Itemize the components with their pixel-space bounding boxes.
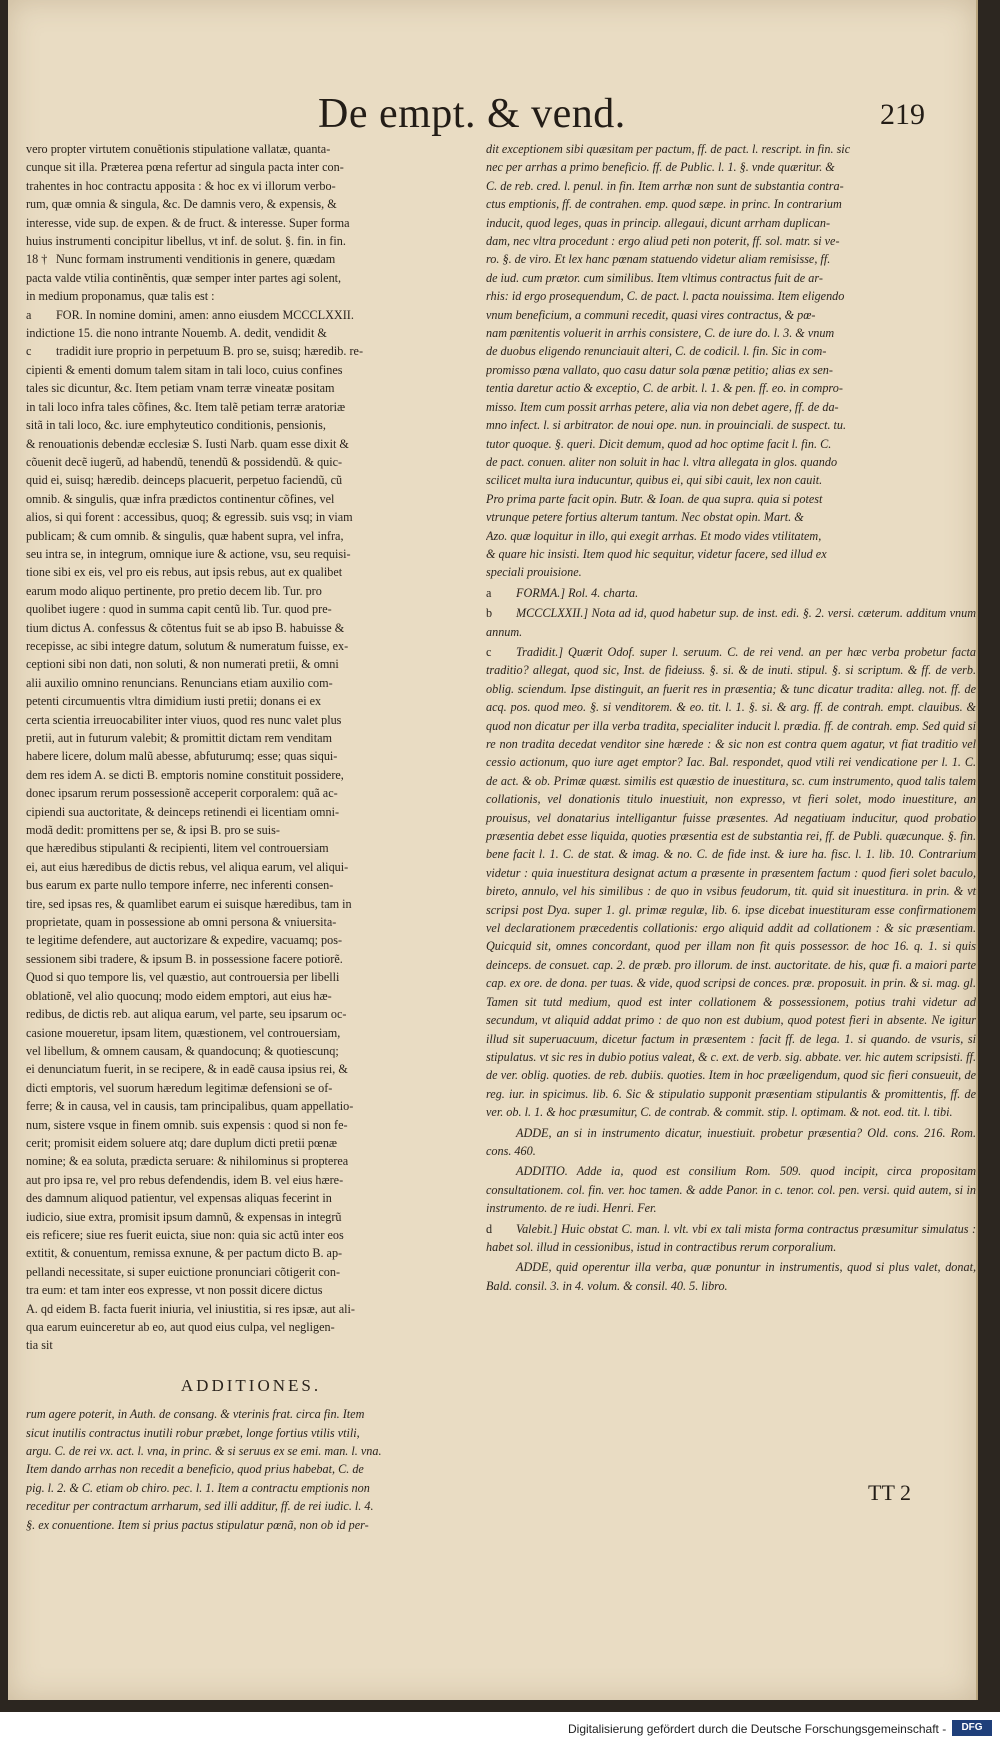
text-line-content: dem res idem A. se dicti B. emptoris nomine constituit possidere, [26, 767, 344, 782]
text-line-content: in medium proponamus, quæ talis est : [26, 289, 215, 304]
text-line-content: redibus, de dictis reb. aut aliqua earum, vel parte, seu ipsarum oc- [26, 1007, 347, 1022]
gloss-line: dit exceptionem sibi quæsitam per pactum, ff. de pact. l. rescript. in fin. sic [486, 142, 851, 156]
text-line-content: alii auxilio omnino renuncians. Renuncians etiam auxilio com- [26, 675, 333, 690]
gloss-text: Valebit.] Huic obstat C. man. l. vlt. vbi ex tali mista forma contractus præsumitur simulatus : habet sol. illud in cessionibus, istud in contractibus rerum corporalium. [486, 1221, 976, 1254]
text-line-content: omnib. & singulis, quæ infra prædictos continentur cõfines, vel [26, 491, 335, 506]
text-line-content: alios, si qui forent : accessibus, quoq; & egressib. suis vsq; in viam [26, 510, 353, 525]
text-line [26, 1060, 476, 1078]
text-line [26, 1318, 476, 1336]
text-line-content: sitã in tali loco, &c. iure emphyteutico conditionis, pensionis, [26, 418, 326, 433]
text-line [26, 637, 476, 655]
right-gloss-column [486, 140, 976, 1295]
text-line [26, 784, 476, 802]
text-line [26, 195, 476, 213]
gloss-line: de duobus eligendo renunciauit alteri, C. de codicil. l. fin. Sic in com- [486, 344, 827, 359]
text-line [26, 1336, 476, 1354]
gloss-text: FORMA.] Rol. 4. charta. [516, 585, 639, 600]
text-line [26, 1097, 476, 1115]
text-line-content: huius instrumenti concipitur libellus, vt inf. de solut. §. fin. in fin. [26, 234, 346, 249]
gloss-line: C. de reb. cred. l. penul. in fin. Item arrhæ non sunt de substantia contra- [486, 178, 844, 193]
gloss-line: vnum beneficium, a communi recedit, quasi vires contractus, & pœ- [486, 307, 816, 322]
gloss-line: & quare hic insisti. Item quod hic sequitur, videtur facere, sed illud ex [486, 546, 827, 561]
text-line [26, 1079, 476, 1097]
text-line [26, 324, 476, 342]
gloss-line: ro. §. de viro. Et lex hanc pœnam statuendo videtur aliam remisisse, ff. [486, 252, 831, 267]
text-line-content: & renouationis debendæ ecclesiæ S. Iusti Narb. quam esse dixit & [26, 436, 349, 451]
text-line-content: FOR. In nomine domini, amen: anno eiusdem MCCCLXXII. [56, 307, 354, 322]
text-line [26, 1171, 476, 1189]
gloss-line: Azo. quæ loquitur in illo, qui exegit arrhas. Et modo vides vtilitatem, [486, 528, 822, 543]
text-line [26, 1042, 476, 1060]
text-line [26, 1281, 476, 1299]
text-line-content: cõuenit decẽ iugerũ, ad habendũ, tenendũ & possidendũ. & quic- [26, 454, 343, 469]
text-line [26, 803, 476, 821]
text-line-content: tire, sed ipsas res, & quamlibet earum ei suisque hæredibus, tam in [26, 896, 352, 911]
text-line-content: Nunc formam instrumenti venditionis in genere, quædam [56, 252, 336, 267]
margin-mark: c [26, 344, 32, 359]
gloss-line: scilicet multa iura inducuntur, quibus ei, qui sibi cauit, lex non cauit. [486, 473, 823, 488]
text-line-content: petenti circumuentis vltra dimidium iusti pretii; donans ei ex [26, 694, 322, 709]
text-line-content: donec ipsarum rerum possessionẽ acceperit corporalem: quã ac- [26, 786, 338, 801]
text-line [26, 545, 476, 563]
addition-line: rum agere poterit, in Auth. de consang. & vterinis frat. circa fin. Item [26, 1407, 365, 1422]
text-line-content: ei, aut eius hæredibus de dictis rebus, vel aliqua earum, vel aliqui- [26, 859, 349, 874]
addition-line: §. ex conuentione. Item si prius pactus stipulatur pœnã, non ob id per- [26, 1517, 369, 1532]
text-line-content: cipienti & ementi domum talem sitam in tali loco, cuius confines [26, 362, 343, 377]
gloss-line: ctus emptionis, ff. de contrahen. emp. quod sæpe. in princ. In contrarium [486, 197, 842, 212]
text-line [26, 214, 476, 232]
text-line [26, 269, 476, 287]
text-line-content: eis reficere; siue res fuerit euicta, siue non: quia sic actũ inter eos [26, 1227, 344, 1242]
text-line-content: num, sistere vsque in finem omnib. suis expensis : quod si non fe- [26, 1117, 348, 1132]
text-line-content: ceptioni sibi non dati, non soluti, & non numerati pretii, & omni [26, 657, 339, 672]
text-line [26, 1244, 476, 1262]
gloss-entry [486, 643, 976, 1122]
text-line-content: habere licere, dolum malũ abesse, abfuturumq; esse; quas siqui- [26, 749, 338, 764]
gloss-line: tentia daretur actio & exceptio, C. de arbit. l. 1. & pen. ff. eo. in compro- [486, 381, 843, 396]
addition-line: receditur per contractum arrharum, sed illi additur, ff. de rei iudic. l. 4. [26, 1499, 374, 1514]
text-line-content: interesse, vide sup. de expen. & de fruct. & interesse. Super forma [26, 215, 350, 230]
text-line-content: tia sit [26, 1338, 53, 1353]
gloss-text: Tradidit.] Quærit Odof. super l. seruum. C. de rei vend. an per hæc verba probetur facta traditio? allegat, quod sic, Inst. de fideiuss. §. si. & de inuti. stipul. §. si scriptum. & ff. de verb. oblig. sciendum. Ipse distinguit, an fuerit res in præsentia; & tunc dicatur tradita: alleg. not. ff. de acq. pos. quod meo. §. si venditorem. & eo. tit. l. 1. §. si. & arg. ff. de contrah. empt. clauibus. & quod non dicatur per illa verba tradita, specialiter inducit l. prædia. ff. de contrah. emp. Sed quid si re non tradita decedat venditor sine hærede : & sic non est contra quem agatur, vt fiat traditio vel cessio actionum, quo iure aget emptor? Iac. Bal. respondet, quod vtili rei vendicatione per l. 1. C. de act. & ob. Primæ quæst. similis est quæstio de inuestitura, sc. cum instrumento, quod talis talem collationis, vel donationis titulo inuestiuit, non expresso, vt fieri solet, modo inuestiture, an prouisus, vel donatarius intelligantur fuisse præsentes. Ad negatiuam inducitur, quod probatio præsentia debet esse liquida, quoties præsentia est de substantia rei, ff. de Publi. quæcunque. §. fin. bene facit l. 1. C. de stat. & imag. & no. C. de fide inst. & iure ha. fisc. l. 1. lib. 10. Contrarium videtur : quia inuestitura designat actum a præsente in præsentem factum : quod fieri solet baculo, bireto, annulo, vel his similibus : de quo in vsibus feudorum, tit. quid sit inuestitura. in prin. & vt scripsi post Dya. super 1. gl. primæ regulæ, lib. 6. ipse dicebat inuestituram esse confirmationem vel declarationem præcedentis collationis: ergo aliquid addit ad collationem : & sic præsentiam. Quicquid sit, omnes concordant, quod per illam non fit quis possessor. de hoc 16. q. 1. si quis deinceps. de consuet. cap. 2. de præb. pro illorum. de inst. auctoritate. de his, quæ fi. a maiori parte cap. ex ore. de dona. per tuas. & vide, quod scripsi de conces. præ. proposuit. in prin. & si. mag. gl. Tamen sit tutd medium, quod est inter collationem & possessionem, potius trahi videtur ad secundum, vt aliquid addat primo : de quo non est dubium, quod potest fieri in absente. Ne igitur illud sit superuacuum, dicetur factum in præsentem : facit ff. de lega. 1. si quando. de vsuris, si stipulatus. vt sic res in dubio potius valeat, & c. ext. de verb. sig. abbate. ver. hic autem scripsisti. ff. de ver. oblig. quoties. de reb. dubiis. quoties. Item in hoc præeligendum, quod sic fieri consueuit, de reg. iur. in spicimus. lib. 6. Sic & stipulatio supponit præsentiam stipulantis & promittentis, ff. de ver. ob. l. 1. & hoc præsumitur, C. de contrab. & commit. stip. l. optimam. & not. eod. tit. l. tibi. [486, 644, 976, 1120]
text-line [26, 287, 476, 305]
left-text-column [26, 140, 476, 1534]
gloss-line: rhis: id ergo prosequendum, C. de pact. l. pacta nouissima. Item eligendo [486, 289, 845, 304]
text-line [26, 876, 476, 894]
text-line-content: tione sibi ex eis, vel pro eis rebus, aut ipsis rebus, aut ex qualibet [26, 565, 343, 580]
text-line-content: pellandi necessitate, si super euictione pronunciari cõtigerit con- [26, 1264, 341, 1279]
text-line [26, 931, 476, 949]
text-line [26, 913, 476, 931]
addition-line: sicut inutilis contractus inutili robur præbet, longe fortius vtilis vtili, [26, 1425, 360, 1440]
gloss-text: ADDE, quid operentur illa verba, quæ ponuntur in instrumentis, quod si plus valet, donat, Bald. consil. 3. in 4. volum. & consil. 40. 5. libro. [486, 1260, 976, 1293]
book-page [8, 0, 978, 1700]
text-line [26, 1116, 476, 1134]
text-line-content: dicti emptoris, vel suorum hæredum legitimæ defensioni se of- [26, 1080, 333, 1095]
text-line-content: iudicio, siue extra, promisit ipsum damnũ, & expensas in integrũ [26, 1209, 342, 1224]
text-line [26, 950, 476, 968]
text-line [26, 306, 476, 324]
footer-credit-text: Digitalisierung gefördert durch die Deutsche Forschungsgemeinschaft - [568, 1722, 947, 1736]
text-line [26, 1300, 476, 1318]
text-line-content: ei denunciatum fuerit, in se recipere, & in eadẽ causa ipsius rei, & [26, 1062, 348, 1077]
gloss-entry [486, 604, 976, 641]
text-line [26, 858, 476, 876]
text-line [26, 361, 476, 379]
text-line-content: Quod si quo tempore lis, vel quæstio, aut controuersia per libelli [26, 970, 340, 985]
text-line [26, 1263, 476, 1281]
dfg-logo-icon: DFG [952, 1720, 992, 1736]
additions-heading: ADDITIONES. [180, 1375, 322, 1395]
text-line [26, 232, 476, 250]
text-line [26, 250, 476, 268]
gloss-line: promisso pœna vallato, quo casu datur sola pœnæ petitio; alias ex sen- [486, 362, 833, 377]
gloss-entry [486, 584, 976, 602]
text-line-content: tradidit iure proprio in perpetuum B. pro se, suisq; hæredib. re- [56, 344, 363, 359]
addition-line: pig. l. 2. & C. etiam ob chiro. pec. l. 1. Item a contractu emptionis non [26, 1480, 370, 1495]
text-line-content: tra eum: et tam inter eos expresse, vt non possit dicere dictus [26, 1283, 323, 1298]
text-line [26, 1134, 476, 1152]
text-line-content: casione moueretur, ipsam litem, quæstionem, vel controuersiam, [26, 1025, 341, 1040]
text-line [26, 674, 476, 692]
text-line-content: des damnum aliquod patientur, vel expensas aliquas fecerint in [26, 1191, 332, 1206]
text-line-content: cipiendi sua auctoritate, & deinceps retinendi ei licentiam omni- [26, 804, 340, 819]
text-line [26, 895, 476, 913]
text-line [26, 692, 476, 710]
gloss-mark: c [486, 644, 492, 659]
text-line-content: pretii, aut in futurum valebit; & promittit dictam rem venditam [26, 731, 332, 745]
text-line [26, 1208, 476, 1226]
text-line [26, 1226, 476, 1244]
text-line [26, 158, 476, 176]
gloss-line: Pro prima parte facit opin. Butr. & Ioan. de qua supra. quia si potest [486, 491, 823, 506]
text-line [26, 177, 476, 195]
text-line [26, 508, 476, 526]
text-line [26, 839, 476, 857]
text-line-content: pacta valde vtilia continẽntis, quæ semper inter partes agi solent, [26, 270, 342, 285]
gloss-entry [486, 1258, 976, 1295]
gloss-entry [486, 1220, 976, 1257]
gloss-text: ADDE, an si in instrumento dicatur, inuestiuit. probetur præsentia? Old. cons. 216. Rom. cons. 460. [486, 1125, 976, 1158]
text-line-content: quolibet iugere : quod in summa capit centũ lib. Tur. quod pre- [26, 602, 332, 617]
gloss-entry [486, 1162, 976, 1217]
page-header [8, 82, 976, 142]
text-line-content: recepisse, ac sibi integre datum, solutum & numeratum fuisse, ex- [26, 638, 349, 653]
text-line-content: cunque sit illa. Præterea pœna refertur ad singula pacta inter con- [26, 160, 344, 175]
text-line-content: tium dictus A. confessus & cõtentus fuit se ab ipso B. habuisse & [26, 620, 345, 635]
text-line [26, 766, 476, 784]
gloss-line: mno infect. l. si arbitrator. de noui ope. nun. in prouinciali. de suspect. tu. [486, 418, 847, 433]
text-line-content: extitit, & conuentum, remissa exnune, & per pactum dicto B. ap- [26, 1246, 343, 1261]
text-line-content: bus earum ex parte nullo tempore inferre, nec inferenti consen- [26, 878, 334, 893]
gloss-line: nam pœnitentis voluerit in arrhis consistere, C. de iure do. l. 3. & vnum [486, 326, 835, 341]
text-line-content: tales sic dicuntur, &c. Item petiam vnam terræ vineatæ positam [26, 381, 335, 396]
text-line-content: certa scientia irreuocabiliter inter viuos, quod res nunc valet plus [26, 712, 342, 727]
text-line [26, 619, 476, 637]
text-line [26, 655, 476, 673]
text-line [26, 435, 476, 453]
gloss-text: ADDITIO. Adde ia, quod est consilium Rom. 509. quod incipit, circa propositam consultationem. col. fin. ver. hoc tamen. & adde Panor. in c. tenor. col. pen. versi. quid autem, si in instrumento. de re iudi. Henri. Fer. [486, 1164, 976, 1216]
text-line [26, 527, 476, 545]
text-line-content: nomine; & ea soluta, prædicta seruare: & nihilominus si propterea [26, 1154, 349, 1169]
text-line [26, 471, 476, 489]
gloss-line: de iud. cum prætor. cum similibus. Item vltimus contractus fuit de ar- [486, 270, 823, 285]
text-line-content: publicam; & cum omnib. & singulis, quæ habent supra, vel infra, [26, 528, 344, 543]
page-number: 219 [880, 98, 925, 131]
gloss-entry [486, 1124, 976, 1161]
text-line [26, 379, 476, 397]
text-line [26, 582, 476, 600]
text-line-content: sessionem sibi tradere, & ipsum B. in possessione facere potiorẽ. [26, 951, 343, 966]
text-line-content: que hæredibus stipulanti & recipienti, litem vel controuersiam [26, 841, 329, 856]
text-line-content: oblationẽ, vel alio quocunq; modo eidem emptori, aut eius hæ- [26, 988, 332, 1003]
text-line-content: quid ei, suisq; hæredib. deinceps placuerit, perpetuo faciendũ, cũ [26, 473, 343, 488]
gloss-line: dam, nec vltra procedunt : ergo aliud peti non poterit, ff. sol. matr. si ve- [486, 234, 840, 249]
text-line [26, 563, 476, 581]
signature-mark: TT 2 [868, 1480, 911, 1505]
gloss-line: misso. Item cum possit arrhas petere, alia via non debet agere, ff. de da- [486, 399, 839, 414]
text-line [26, 987, 476, 1005]
addition-line: argu. C. de rei vx. act. l. vna, in princ. & si seruus ex se emi. man. l. vna. [26, 1444, 382, 1459]
text-line [26, 490, 476, 508]
text-line-content: rum, quæ omnia & singula, &c. De damnis vero, & expensis, & [26, 197, 337, 212]
text-line [26, 416, 476, 434]
gloss-mark: a [486, 585, 492, 600]
text-line [26, 1005, 476, 1023]
gloss-line: nec per arrhas a primo beneficio. ff. de Public. l. 1. §. vnde quæritur. & [486, 160, 835, 175]
margin-mark: a [26, 307, 32, 322]
text-line-content: trahentes in hoc contractu apposita : & hoc ex vi illorum verbo- [26, 178, 336, 193]
addition-line: Item dando arrhas non recedit a beneficio, quod prius habebat, C. de [26, 1462, 364, 1477]
gloss-line: de pact. conuen. aliter non soluit in hac l. vltra allegata in glos. quando [486, 454, 838, 469]
text-line [26, 140, 476, 158]
text-line-content: vero propter virtutem conuẽtionis stipulatione vallatæ, quanta- [26, 142, 331, 156]
text-line [26, 398, 476, 416]
gloss-mark: b [486, 606, 493, 621]
text-line-content: in tali loco infra tales cõfines, &c. Item talẽ petiam terræ aratoriæ [26, 399, 346, 414]
text-line [26, 1152, 476, 1170]
text-line-content: cerit; promisit eidem soluere atq; dare duplum dicti pretii pœnæ [26, 1135, 338, 1150]
text-line [26, 342, 476, 360]
gloss-mark: d [486, 1221, 493, 1236]
text-line [26, 729, 476, 747]
text-line-content: A. qd eidem B. facta fuerit iniuria, vel iniustitia, si res ipsæ, aut ali- [26, 1301, 355, 1316]
margin-mark: 18 † [26, 252, 48, 267]
gloss-text: MCCCLXXII.] Nota ad id, quod habetur sup. de inst. edi. §. 2. versi. cæterum. additum vnum annum. [486, 606, 976, 639]
text-line [26, 821, 476, 839]
text-line-content: modã dedit: promittens per se, & ipsi B. pro se suis- [26, 823, 280, 838]
text-line-content: aut pro ipsa re, vel pro rebus defendendis, idem B. vel eius hære- [26, 1172, 344, 1187]
gloss-line: speciali prouisione. [486, 565, 582, 580]
text-line [26, 747, 476, 765]
text-line [26, 968, 476, 986]
gloss-line: tutor quoque. §. queri. Dicit demum, quod ad hoc optime facit l. fin. C. [486, 436, 832, 451]
running-title: De empt. & vend. [318, 91, 626, 137]
text-line [26, 453, 476, 471]
gloss-line: vtrunque petere fortius alterum tantum. Nec obstat opin. Mart. & [486, 510, 804, 525]
text-line-content: proprietate, quam in possessione ab omni persona & vniuersita- [26, 915, 337, 930]
gloss-line: inducit, quod leges, quas in princip. allegaui, dicunt arrham duplican- [486, 215, 831, 230]
text-line-content: seu intra se, in integrum, omnique iure & actione, vsu, seu requisi- [26, 546, 351, 561]
text-line [26, 1189, 476, 1207]
digitization-footer [0, 1712, 1000, 1746]
text-line [26, 711, 476, 729]
text-line-content: earum modo aliquo pertinente, pro pretio decem lib. Tur. pro [26, 583, 322, 598]
text-line-content: te legitime defendere, aut auctorizare & expedire, vacuamq; pos- [26, 933, 343, 948]
text-line [26, 1024, 476, 1042]
text-line-content: indictione 15. die nono intrante Nouemb. A. dedit, vendidit & [26, 326, 327, 341]
text-line-content: ferre; & in causa, vel in causis, tam principalibus, quam appellatio- [26, 1099, 354, 1114]
text-line-content: vel libellum, & omnem causam, & quandocunq; & quotiescunq; [26, 1043, 339, 1058]
text-line [26, 600, 476, 618]
text-line-content: qua earum euinceretur ab eo, aut quod eius culpa, vel negligen- [26, 1320, 335, 1334]
